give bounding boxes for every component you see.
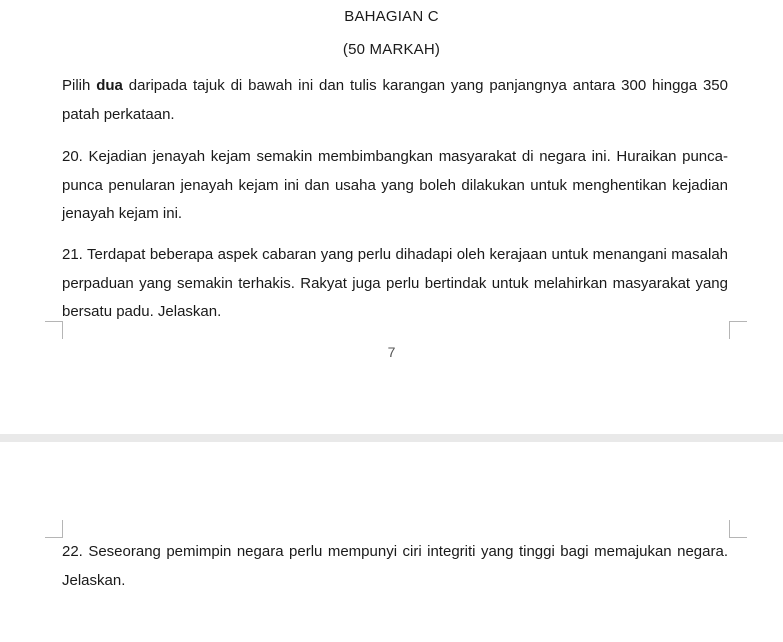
document-page-2 xyxy=(0,442,783,642)
margin-corner-mark xyxy=(45,321,63,339)
margin-corner-mark xyxy=(729,321,747,339)
instruction-paragraph xyxy=(62,72,728,129)
margin-corner-mark xyxy=(45,520,63,538)
instruction-prefix: Pilih xyxy=(62,77,97,94)
section-title: BAHAGIAN C xyxy=(344,8,439,25)
question-21: 21. Terdapat beberapa aspek cabaran yang perlu dihadapi oleh kerajaan untuk menangani masalah perpaduan yang semakin terhakis. Rakyat juga perlu bertindak untuk melahirkan masyarakat yang bersatu padu. Jelaskan. xyxy=(62,246,728,320)
marks-label: (50 MARKAH) xyxy=(342,41,441,58)
margin-corner-mark xyxy=(729,520,747,538)
question-20: 20. Kejadian jenayah kejam semakin membimbangkan masyarakat di negara ini. Huraikan punca-punca penularan jenayah kejam ini dan usaha yang boleh dilakukan untuk menghentikan kejadian jenayah kejam ini. xyxy=(62,148,728,222)
instruction-emphasis: dua xyxy=(96,77,123,94)
page-number: 7 xyxy=(387,344,396,360)
question-22: 22. Seseorang pemimpin negara perlu mempunyi ciri integriti yang tinggi bagi memajukan negara. Jelaskan. xyxy=(62,543,728,589)
page-separator xyxy=(0,434,783,442)
instruction-rest: daripada tajuk di bawah ini dan tulis karangan yang panjangnya antara 300 hingga 350 patah perkataan. xyxy=(62,77,728,123)
